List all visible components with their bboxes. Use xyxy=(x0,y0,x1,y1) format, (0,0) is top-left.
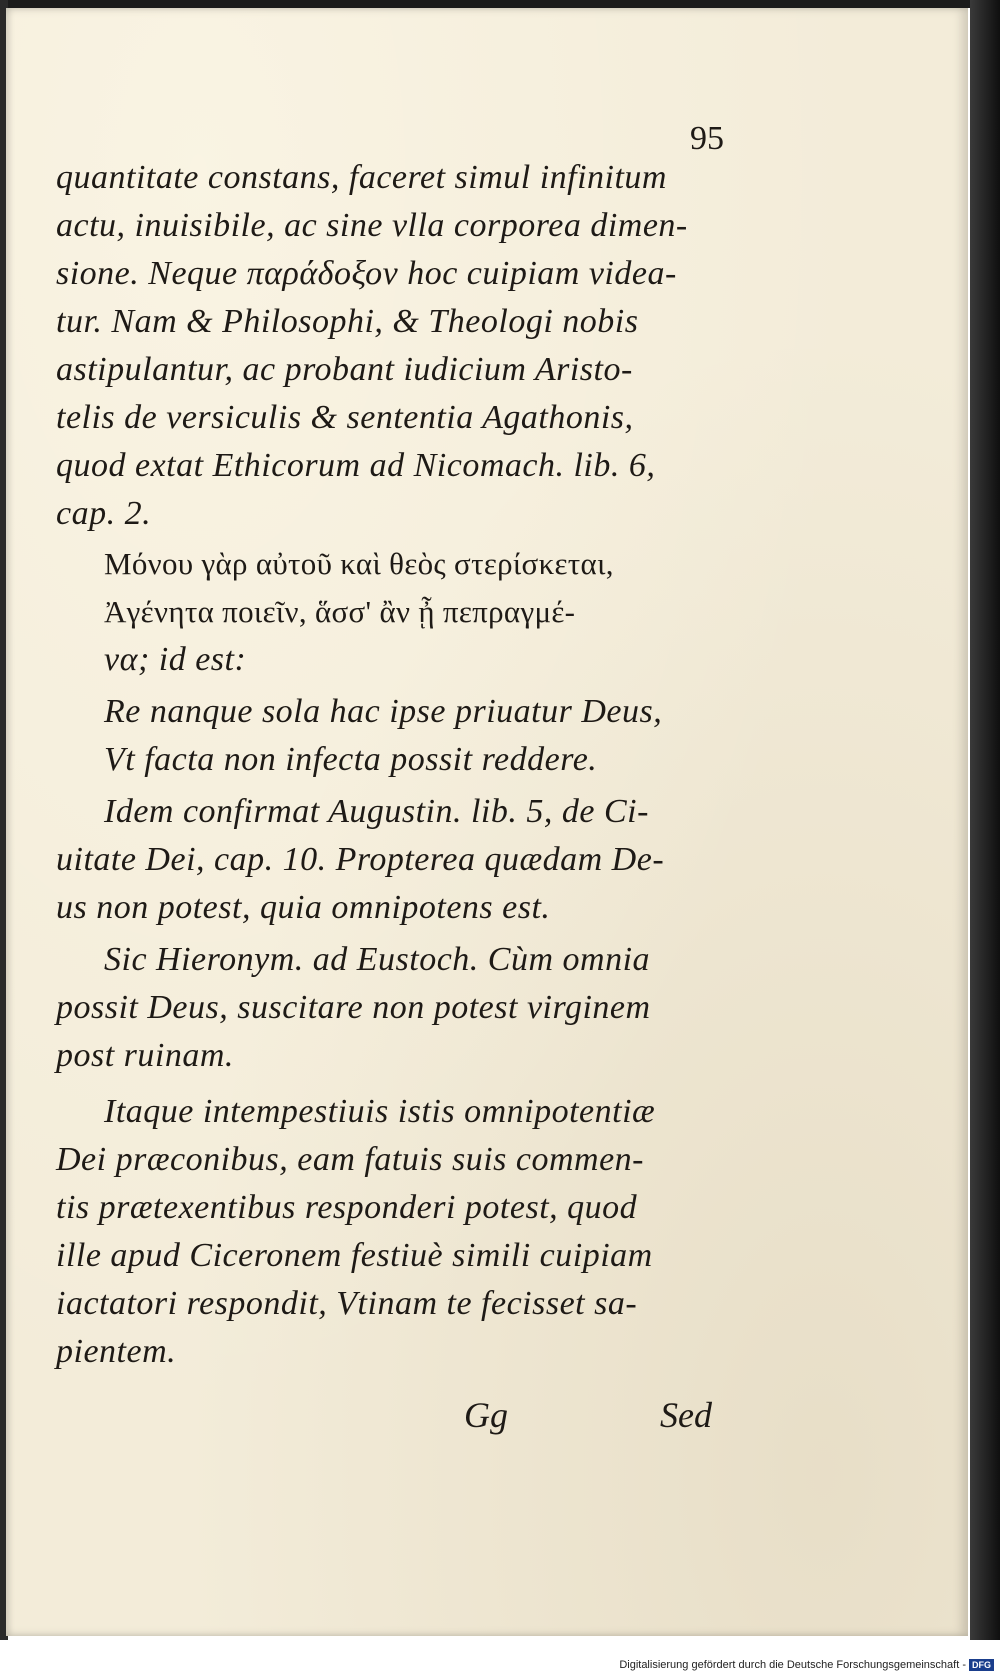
book-page xyxy=(6,8,968,1636)
signature-mark: Gg xyxy=(464,1395,508,1435)
text-line-7: quod extat Ethicorum ad Nicomach. lib. 6, xyxy=(56,447,656,484)
text-line-17: Sic Hieronym. ad Eustoch. Cùm omnia xyxy=(104,941,651,978)
text-line-2: actu, inuisibile, ac sine vlla corporea dimen- xyxy=(56,207,688,244)
dfg-logo: DFG xyxy=(969,1659,994,1671)
catchword: Sed xyxy=(660,1395,712,1435)
text-line-5: astipulantur, ac probant iudicium Aristo- xyxy=(56,351,633,388)
text-line-24: iactatori respondit, Vtinam te fecisset sa- xyxy=(56,1285,638,1322)
page-number: 95 xyxy=(690,120,724,157)
text-line-4: tur. Nam & Philosophi, & Theologi nobis xyxy=(56,303,639,340)
text-line-15: uitate Dei, cap. 10. Propterea quædam De- xyxy=(56,841,665,878)
digitization-credit xyxy=(619,1659,994,1671)
text-line-11: να; id est: xyxy=(104,641,247,678)
text-line-1: quantitate constans, faceret simul infinitum xyxy=(56,159,667,196)
text-line-16: us non potest, quia omnipotens est. xyxy=(56,889,551,926)
text-line-19: post ruinam. xyxy=(56,1037,234,1074)
page-text xyxy=(6,8,968,1636)
text-line-8: cap. 2. xyxy=(56,495,152,532)
latin-verse-line-1: Re nanque sola hac ipse priuatur Deus, xyxy=(104,693,663,730)
greek-verse-line-1: Μόνου γὰρ αὐτοῦ καὶ θεὸς στερίσκεται, xyxy=(104,546,614,581)
text-line-23: ille apud Ciceronem festiuè simili cuipiam xyxy=(56,1237,653,1274)
text-line-6: telis de versiculis & sententia Agathonis, xyxy=(56,399,634,436)
greek-verse-line-2: Ἀγένητα ποιεῖν, ἅσσ' ἂν ᾖ πεπραγμέ- xyxy=(104,594,576,629)
latin-verse-line-2: Vt facta non infecta possit reddere. xyxy=(104,741,598,778)
credit-text: Digitalisierung gefördert durch die Deutsche Forschungsgemeinschaft - xyxy=(619,1659,966,1671)
text-line-21: Dei præconibus, eam fatuis suis commen- xyxy=(56,1141,645,1178)
text-line-25: pientem. xyxy=(56,1333,177,1370)
scan-edge-top xyxy=(0,0,1000,8)
text-line-14: Idem confirmat Augustin. lib. 5, de Ci- xyxy=(104,793,649,830)
text-line-18: possit Deus, suscitare non potest virginem xyxy=(56,989,651,1026)
text-line-20: Itaque intempestiuis istis omnipotentiæ xyxy=(104,1093,656,1130)
text-line-3: sione. Neque παράδοξον hoc cuipiam videa- xyxy=(56,255,677,292)
text-line-22: tis prætexentibus responderi potest, quod xyxy=(56,1189,638,1226)
scan-edge-right xyxy=(970,0,1000,1640)
